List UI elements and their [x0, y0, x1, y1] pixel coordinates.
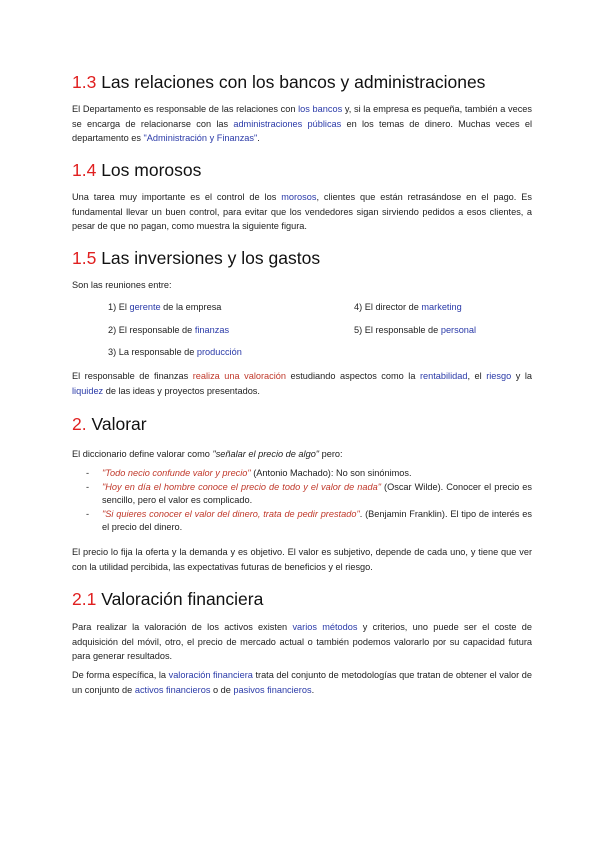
list-item-produccion — [108, 347, 242, 357]
link-finanzas[interactable]: finanzas — [194, 325, 230, 335]
list-item-gerente — [108, 302, 221, 312]
link-morosos[interactable]: morosos — [281, 192, 317, 202]
list-item-personal — [354, 325, 476, 335]
heading-title: Los morosos — [101, 160, 202, 180]
link-pasivos-financieros[interactable]: pasivos financieros — [233, 684, 312, 695]
heading-number: 2. — [72, 414, 87, 434]
text: estudiando aspectos como la — [286, 371, 420, 381]
list-item-quote — [86, 508, 532, 535]
heading-2-1 — [72, 589, 263, 610]
text: El responsable de finanzas — [72, 371, 193, 381]
text: 2) El responsable de — [108, 325, 195, 335]
text: Para realizar la valoración de los activos existen — [72, 622, 293, 632]
text: . — [257, 133, 260, 143]
text: de las ideas y proyectos presentados. — [103, 385, 260, 396]
text: y criterios, uno puede ser el coste de adquisición del móvil, otro, el precio de mercado actual o también podemos valorarlo por su capacidad futura para generar resultados. — [72, 622, 532, 661]
text: (Antonio Machado): No son sinónimos. — [250, 468, 412, 478]
heading-title: Valoración financiera — [101, 589, 264, 609]
bullet-dash: - — [86, 508, 90, 519]
paragraph-valoracion-financiera — [72, 668, 532, 697]
link-activos-financieros[interactable]: activos financieros — [134, 684, 211, 695]
quote: "señalar el precio de algo" — [212, 449, 320, 459]
text: (Oscar Wilde). Conocer el precio es sencillo, pero el valor es complicado. — [102, 481, 532, 506]
paragraph-bancos — [72, 102, 532, 146]
link-rentabilidad[interactable]: rentabilidad — [419, 371, 468, 381]
text: El diccionario define valorar como — [72, 449, 213, 459]
link-personal[interactable]: personal — [440, 325, 477, 335]
list-item-quote — [86, 481, 532, 508]
link-liquidez[interactable]: liquidez — [72, 385, 104, 396]
heading-title: Valorar — [91, 414, 147, 434]
text: pero: — [319, 449, 343, 459]
text: o de — [210, 684, 234, 695]
paragraph-precio: El precio lo fija la oferta y la demanda y es objetivo. El valor es subjetivo, depende de cada uno, y tiene que ver con la utilidad percibida, las expectativas futuras de beneficios y el riesgo. — [72, 547, 532, 572]
text: 3) La responsable de — [108, 347, 197, 357]
paragraph-reuniones-intro: Son las reuniones entre: — [72, 280, 172, 290]
link-valoracion-financiera[interactable]: valoración financiera — [168, 670, 253, 680]
heading-2 — [72, 414, 147, 435]
text: 1) El — [108, 302, 130, 312]
link-administraciones-publicas[interactable]: administraciones públicas — [233, 118, 342, 129]
text: . — [311, 684, 315, 695]
link-los-bancos[interactable]: los bancos — [298, 104, 343, 114]
heading-number: 1.4 — [72, 160, 97, 180]
text: de la empresa — [160, 302, 222, 312]
heading-number: 1.3 — [72, 72, 97, 92]
text: De forma específica, la — [72, 670, 169, 680]
link-gerente[interactable]: gerente — [129, 302, 161, 312]
text: en los temas de dinero. Muchas veces el departamento es — [72, 118, 532, 143]
link-marketing[interactable]: marketing — [421, 302, 462, 312]
text: 5) El responsable de — [354, 325, 441, 335]
link-produccion[interactable]: producción — [196, 347, 242, 357]
quote: "Si quieres conocer el valor del dinero, trata de pedir prestado" — [102, 508, 360, 519]
link-realiza-una-valoracion[interactable]: realiza una valoración — [192, 371, 287, 381]
text: y, si la empresa es pequeña, también a veces se encarga de relacionarse con las — [72, 104, 532, 129]
paragraph-diccionario — [72, 447, 532, 462]
text: El Departamento es responsable de las relaciones con — [72, 104, 299, 114]
bullet-dash: - — [86, 481, 90, 492]
bullet-dash: - — [86, 468, 90, 478]
quotes-list — [86, 467, 532, 535]
text: y la — [511, 371, 533, 381]
heading-1-4 — [72, 160, 201, 181]
text: , clientes que están retrasándose en el pago. Es fundamental llevar un buen control, para evitar que los vendedores sigan sirviendo pedidos a esos clientes, a pesar de que no pagan, como muestra la siguiente figura. — [72, 192, 532, 231]
paragraph-morosos — [72, 190, 532, 234]
list-item-marketing — [354, 302, 462, 312]
list-item-finanzas — [108, 325, 229, 335]
link-administracion-y-finanzas[interactable]: "Administración y Finanzas" — [143, 133, 258, 143]
heading-number: 2.1 — [72, 589, 97, 609]
text: , el — [467, 371, 487, 381]
paragraph-responsable-finanzas — [72, 369, 532, 398]
heading-title: Las inversiones y los gastos — [101, 248, 321, 268]
paragraph-valoracion-activos — [72, 620, 532, 664]
text: . (Benjamin Franklin). El tipo de interés es el precio del dinero. — [102, 508, 532, 533]
text: 4) El director de — [354, 302, 422, 312]
link-varios-metodos[interactable]: varios métodos — [292, 622, 358, 632]
quote: "Hoy en día el hombre conoce el precio de todo y el valor de nada" — [102, 481, 381, 492]
heading-number: 1.5 — [72, 248, 97, 268]
text: Una tarea muy importante es el control de los — [72, 192, 282, 202]
heading-title: Las relaciones con los bancos y administraciones — [101, 72, 486, 92]
list-item-quote — [86, 467, 532, 481]
text: trata del conjunto de metodologías que tratan de obtener el valor de un conjunto de — [72, 670, 532, 695]
heading-1-3 — [72, 72, 485, 93]
heading-1-5 — [72, 248, 320, 269]
quote: "Todo necio confunde valor y precio" — [102, 468, 251, 478]
link-riesgo[interactable]: riesgo — [486, 371, 512, 381]
